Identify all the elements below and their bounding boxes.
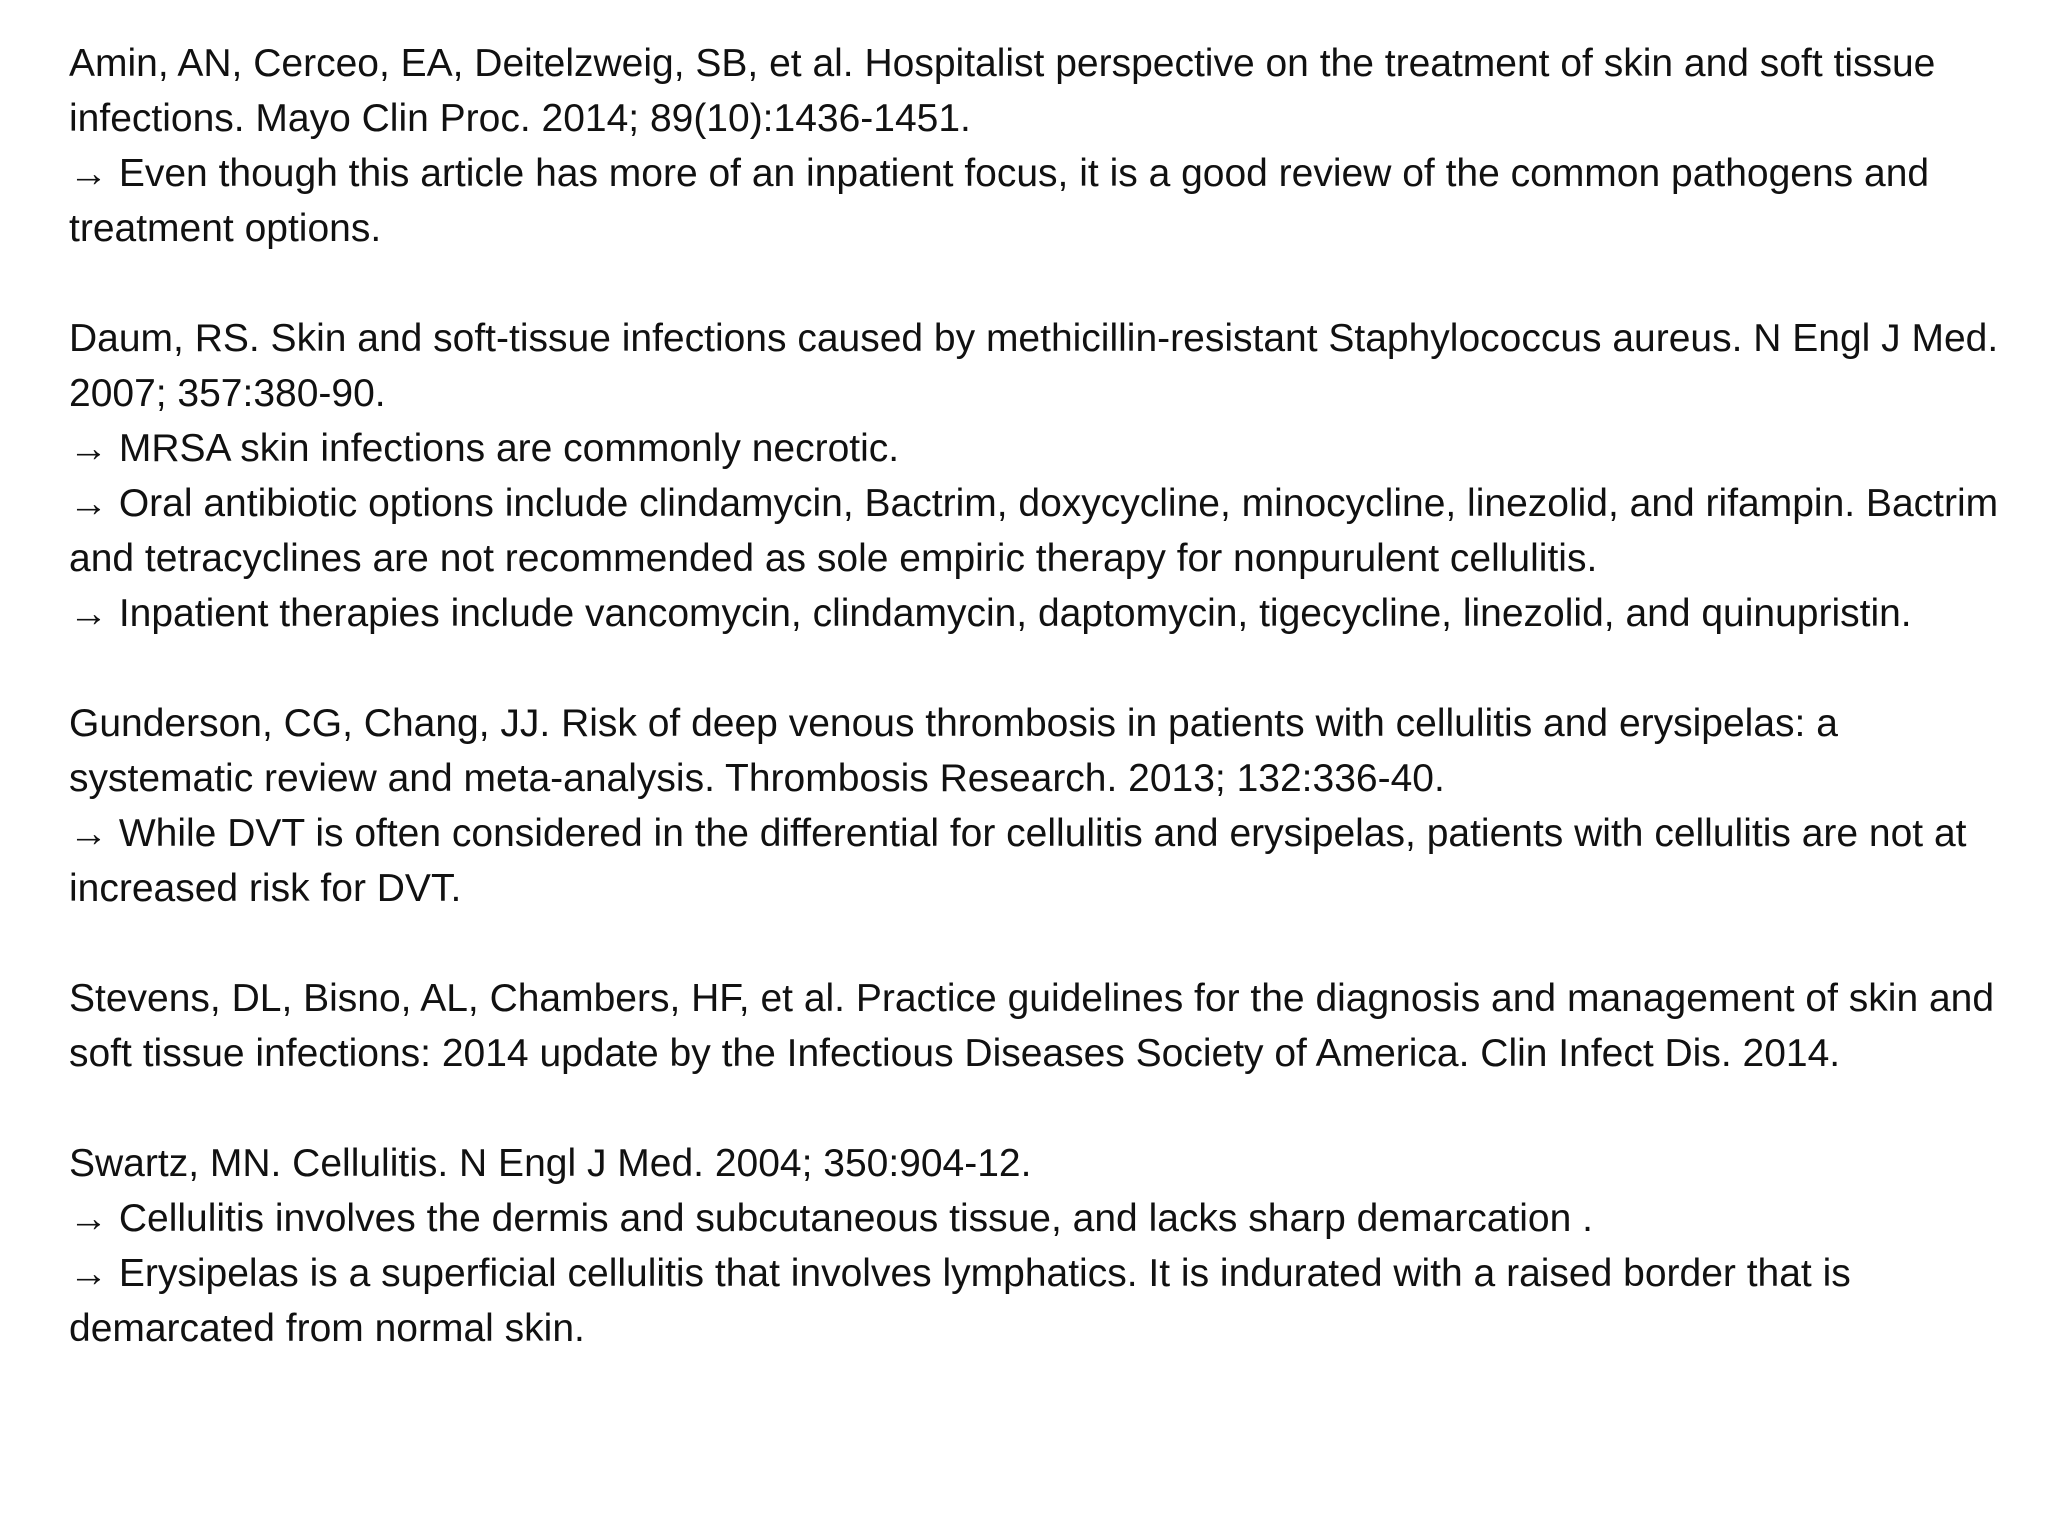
- reference-citation: Daum, RS. Skin and soft-tissue infections caused by methicillin-resistant Staphylococcus aureus. N Engl J Med. 2007; 357:380-90.: [69, 317, 1999, 415]
- reference-note: → Inpatient therapies include vancomycin, clindamycin, daptomycin, tigecycline, linezolid, and quinupristin.: [69, 592, 1912, 635]
- reference-citation: Gunderson, CG, Chang, JJ. Risk of deep venous thrombosis in patients with cellulitis and erysipelas: a systematic review and meta-analysis. Thrombosis Research. 2013; 132:336-40.: [69, 702, 1838, 800]
- reference-citation: Amin, AN, Cerceo, EA, Deitelzweig, SB, et al. Hospitalist perspective on the treatment of skin and soft tissue infections. Mayo Clin Proc. 2014; 89(10):1436-1451.: [69, 42, 1936, 140]
- reference-entry-daum: [69, 311, 2019, 641]
- reference-entry-gunderson: [69, 696, 2019, 916]
- reference-note: → Cellulitis involves the dermis and subcutaneous tissue, and lacks sharp demarcation .: [69, 1197, 1593, 1240]
- reference-entry-stevens: [69, 971, 2019, 1081]
- reference-note: → MRSA skin infections are commonly necrotic.: [69, 427, 900, 470]
- reference-citation: Swartz, MN. Cellulitis. N Engl J Med. 2004; 350:904-12.: [69, 1142, 1032, 1185]
- reference-note: → While DVT is often considered in the differential for cellulitis and erysipelas, patients with cellulitis are not at increased risk for DVT.: [69, 812, 1967, 910]
- reference-entry-swartz: [69, 1136, 2019, 1356]
- reference-note: → Erysipelas is a superficial cellulitis that involves lymphatics. It is indurated with a raised border that is demarcated from normal skin.: [69, 1252, 1851, 1350]
- reference-citation: Stevens, DL, Bisno, AL, Chambers, HF, et al. Practice guidelines for the diagnosis and management of skin and soft tissue infections: 2014 update by the Infectious Diseases Society of America. Clin Infect Dis. 2014.: [69, 977, 1995, 1075]
- reference-note: → Oral antibiotic options include clindamycin, Bactrim, doxycycline, minocycline, linezolid, and rifampin. Bactrim and tetracyclines are not recommended as sole empiric therapy for nonpurulent cellulitis.: [69, 482, 1999, 580]
- reference-list: [69, 36, 2019, 1356]
- reference-entry-amin: [69, 36, 2019, 256]
- reference-note: → Even though this article has more of an inpatient focus, it is a good review of the common pathogens and treatment options.: [69, 152, 1930, 250]
